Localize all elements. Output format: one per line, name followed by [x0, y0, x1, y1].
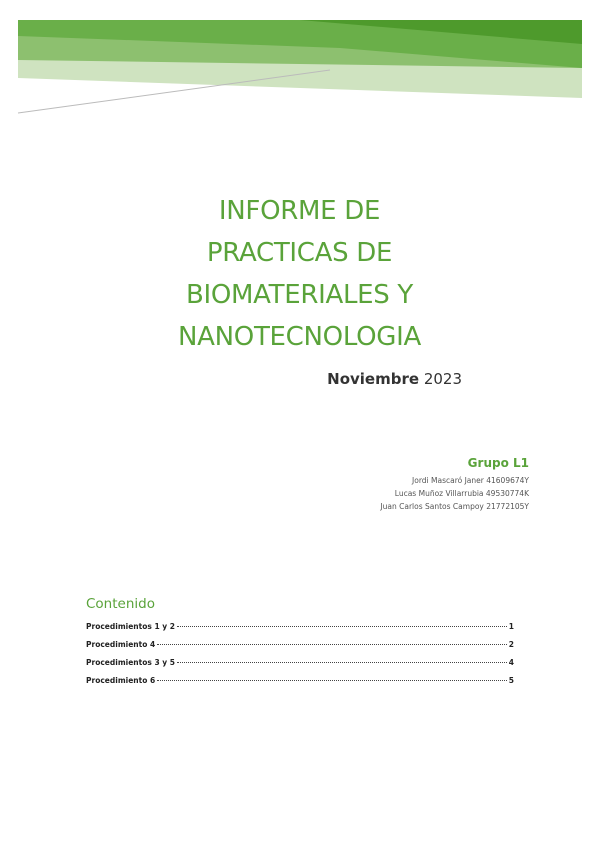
- toc-entry[interactable]: [86, 658, 514, 676]
- authors-block: [229, 456, 529, 513]
- toc-entry-page: 4: [508, 658, 514, 667]
- title-line: NANOTECNOLOGIA: [178, 322, 421, 352]
- group-name: Grupo L1: [467, 456, 529, 470]
- toc-entry-page: 1: [508, 622, 514, 631]
- author-line: Jordi Mascaró Janer 41609674Y: [412, 476, 529, 485]
- toc-entry[interactable]: [86, 676, 514, 694]
- toc-entry-page: 2: [508, 640, 514, 649]
- toc-dot-leader: [177, 626, 507, 627]
- toc-dot-leader: [157, 680, 507, 681]
- toc-entry-page: 5: [508, 676, 514, 685]
- table-of-contents: [86, 596, 514, 694]
- author-line: Juan Carlos Santos Campoy 21772105Y: [380, 502, 529, 511]
- title-line: BIOMATERIALES Y: [185, 280, 414, 310]
- author-line: Lucas Muñoz Villarrubia 49530774K: [394, 489, 529, 498]
- header-banner-graphic: [0, 0, 599, 120]
- date-month: Noviembre: [327, 370, 420, 388]
- toc-heading: Contenido: [86, 596, 155, 612]
- toc-entry[interactable]: [86, 622, 514, 640]
- toc-entry-label: Procedimiento 6: [86, 676, 156, 685]
- title-line: PRACTICAS DE: [206, 238, 393, 268]
- report-title: [0, 190, 599, 358]
- toc-entry[interactable]: [86, 640, 514, 658]
- toc-dot-leader: [177, 662, 507, 663]
- toc-entry-label: Procedimiento 4: [86, 640, 156, 649]
- report-date: [0, 370, 462, 388]
- title-line: INFORME DE: [218, 196, 381, 226]
- date-year: 2023: [423, 370, 462, 388]
- toc-entry-label: Procedimientos 1 y 2: [86, 622, 175, 631]
- toc-entry-label: Procedimientos 3 y 5: [86, 658, 175, 667]
- toc-dot-leader: [157, 644, 507, 645]
